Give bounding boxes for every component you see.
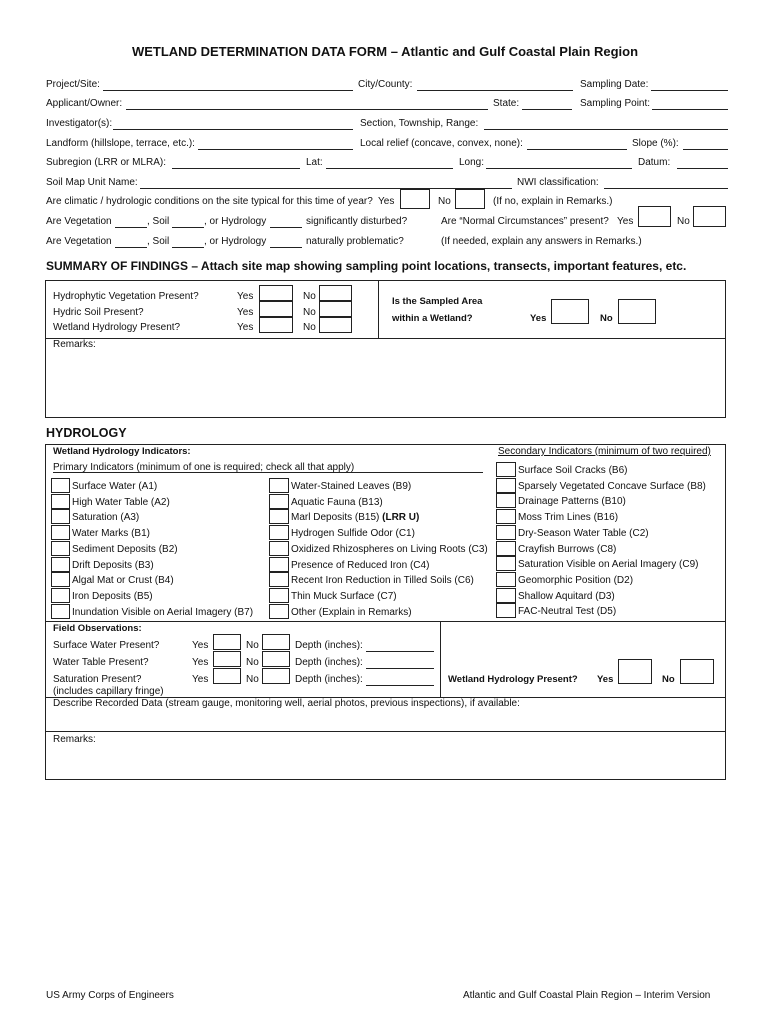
secondary-indicator-label: Saturation Visible on Aerial Imagery (C9) — [518, 559, 699, 571]
hydrophytic-no-checkbox[interactable] — [319, 285, 352, 301]
secondary-indicator-label: Dry-Season Water Table (C2) — [518, 527, 649, 539]
hydric-soil-label: Hydric Soil Present? — [53, 307, 144, 318]
hydrology-remarks-label: Remarks: — [53, 734, 96, 745]
primary-indicator-label: Iron Deposits (B5) — [72, 590, 153, 602]
primary-indicator-checkbox[interactable] — [269, 557, 289, 572]
saturation-no-label: No — [246, 674, 259, 685]
hydric-no-checkbox[interactable] — [319, 301, 352, 317]
state-label: State: — [493, 98, 520, 109]
primary-indicator-checkbox[interactable] — [269, 572, 289, 587]
if-no-note: (If no, explain in Remarks.) — [493, 196, 613, 207]
project-site-field[interactable] — [103, 90, 353, 91]
investigators-field[interactable] — [113, 129, 353, 130]
sampling-date-field[interactable] — [651, 90, 728, 91]
investigators-label: Investigator(s): — [46, 118, 113, 129]
wetland-indicators-title: Wetland Hydrology Indicators: — [53, 446, 191, 457]
wetland-hydrology-present-yes-label: Yes — [597, 674, 614, 685]
surface-water-yes-checkbox[interactable] — [213, 634, 241, 650]
primary-indicator-label: Saturation (A3) — [72, 512, 140, 524]
vegetation-disturbed-label: Are Vegetation — [46, 216, 112, 227]
wetland-hydrology-no-label: No — [303, 322, 316, 333]
primary-indicator-checkbox[interactable] — [269, 588, 289, 603]
naturally-problematic-label: naturally problematic? — [306, 236, 404, 247]
datum-label: Datum: — [638, 157, 671, 168]
secondary-indicator-label: Crayfish Burrows (C8) — [518, 543, 617, 555]
city-county-field[interactable] — [417, 90, 573, 91]
secondary-indicator-checkbox[interactable] — [496, 556, 516, 571]
section-township-range-label: Section, Township, Range: — [360, 118, 479, 129]
saturation-yes-label: Yes — [192, 674, 209, 685]
wetland-hydrology-present-label: Wetland Hydrology Present? — [448, 674, 578, 685]
water-table-depth-label: Depth (inches): — [295, 657, 363, 668]
primary-indicator-label: Algal Mat or Crust (B4) — [72, 575, 174, 587]
surface-water-no-checkbox[interactable] — [262, 634, 290, 650]
climatic-no-label: No — [438, 196, 451, 207]
primary-indicator-label: Hydrogen Sulfide Odor (C1) — [291, 528, 415, 540]
normal-yes-label: Yes — [617, 216, 634, 227]
significantly-disturbed-label: significantly disturbed? — [306, 216, 408, 227]
primary-indicator-label: High Water Table (A2) — [72, 496, 170, 508]
if-needed-note: (If needed, explain any answers in Remarks.) — [441, 236, 642, 247]
soil-problematic-label: , Soil — [147, 236, 170, 247]
hydric-yes-label: Yes — [237, 307, 254, 318]
primary-indicator-label: Aquatic Fauna (B13) — [291, 496, 383, 508]
footer-right: Atlantic and Gulf Coastal Plain Region – Interim Version — [463, 990, 711, 1001]
nwi-classification-label: NWI classification: — [517, 177, 599, 188]
datum-field[interactable] — [677, 168, 728, 169]
sampling-date-label: Sampling Date: — [580, 79, 649, 90]
secondary-indicator-checkbox[interactable] — [496, 462, 516, 477]
primary-indicator-label: Oxidized Rhizospheres on Living Roots (C3) — [291, 543, 488, 555]
hydric-yes-checkbox[interactable] — [259, 301, 293, 317]
hydrology-disturbed-label: , or Hydrology — [204, 216, 267, 227]
section-township-range-field[interactable] — [484, 129, 728, 130]
hydrophytic-yes-label: Yes — [237, 291, 254, 302]
city-county-label: City/County: — [358, 79, 413, 90]
summary-remarks-input[interactable] — [50, 352, 720, 412]
secondary-indicator-label: Surface Soil Cracks (B6) — [518, 465, 628, 476]
primary-indicator-label: Recent Iron Reduction in Tilled Soils (C6) — [291, 575, 474, 587]
primary-indicator-checkbox[interactable] — [51, 572, 70, 587]
secondary-indicator-label: Sparsely Vegetated Concave Surface (B8) — [518, 480, 706, 492]
wetland-hydrology-summary-label: Wetland Hydrology Present? — [53, 322, 181, 333]
local-relief-field[interactable] — [527, 149, 627, 150]
vegetation-problematic-label: Are Vegetation — [46, 236, 112, 247]
climatic-no-checkbox[interactable] — [455, 189, 485, 209]
surface-water-depth-label: Depth (inches): — [295, 640, 363, 651]
wetland-hydrology-no-checkbox[interactable] — [319, 317, 352, 333]
primary-indicator-checkbox[interactable] — [269, 494, 289, 509]
primary-indicator-checkbox[interactable] — [51, 509, 70, 524]
remarks-divider — [45, 731, 726, 732]
subregion-label: Subregion (LRR or MLRA): — [46, 157, 167, 168]
secondary-indicator-label: Moss Trim Lines (B16) — [518, 512, 619, 524]
applicant-owner-label: Applicant/Owner: — [46, 98, 123, 109]
primary-indicator-checkbox[interactable] — [51, 557, 70, 572]
primary-indicator-label: Drift Deposits (B3) — [72, 559, 154, 571]
sampled-area-label-1: Is the Sampled Area — [392, 296, 483, 307]
secondary-indicator-checkbox[interactable] — [496, 541, 516, 556]
vegetation-problematic-field[interactable] — [115, 247, 147, 248]
applicant-owner-field[interactable] — [126, 109, 488, 110]
primary-indicator-label: Water-Stained Leaves (B9) — [291, 481, 412, 492]
primary-indicator-label: Presence of Reduced Iron (C4) — [291, 559, 430, 571]
vegetation-disturbed-field[interactable] — [115, 227, 147, 228]
nwi-classification-field[interactable] — [604, 188, 728, 189]
hydrology-heading: HYDROLOGY — [46, 426, 127, 440]
saturation-no-checkbox[interactable] — [262, 668, 290, 684]
water-table-no-checkbox[interactable] — [262, 651, 290, 667]
hydrophytic-no-label: No — [303, 291, 316, 302]
wetland-hydrology-present-no-label: No — [662, 674, 675, 685]
secondary-indicator-checkbox[interactable] — [496, 478, 516, 493]
soil-disturbed-field[interactable] — [172, 227, 204, 228]
primary-indicator-checkbox[interactable] — [51, 604, 70, 619]
field-obs-divider — [45, 621, 726, 622]
primary-indicators-underline — [53, 472, 483, 473]
saturation-depth-label: Depth (inches): — [295, 674, 363, 685]
secondary-indicator-checkbox[interactable] — [496, 525, 516, 540]
climatic-yes-checkbox[interactable] — [400, 189, 430, 209]
secondary-indicator-checkbox[interactable] — [496, 493, 516, 508]
secondary-indicator-label: Drainage Patterns (B10) — [518, 496, 626, 508]
primary-indicator-label: Marl Deposits (B15) (LRR U) — [291, 512, 420, 524]
hydrology-problematic-label: , or Hydrology — [204, 236, 267, 247]
long-field[interactable] — [486, 168, 632, 169]
climatic-yes-label: Yes — [378, 196, 395, 207]
summary-remarks-label: Remarks: — [53, 339, 96, 350]
sampled-yes-label: Yes — [530, 313, 547, 324]
primary-indicator-label: Surface Water (A1) — [72, 481, 158, 492]
surface-water-yes-label: Yes — [192, 640, 209, 651]
water-table-no-label: No — [246, 657, 259, 668]
capillary-fringe-note: (includes capillary fringe) — [53, 686, 164, 697]
soil-map-unit-label: Soil Map Unit Name: — [46, 177, 138, 188]
primary-indicator-checkbox[interactable] — [51, 494, 70, 509]
primary-indicator-checkbox[interactable] — [269, 541, 289, 556]
sampled-area-label-2: within a Wetland? — [392, 313, 473, 324]
sampling-point-field[interactable] — [652, 109, 728, 110]
water-table-label: Water Table Present? — [53, 657, 149, 668]
normal-circumstances-label: Are “Normal Circumstances” present? — [441, 216, 609, 227]
normal-yes-checkbox[interactable] — [638, 206, 671, 227]
secondary-indicator-label: FAC-Neutral Test (D5) — [518, 606, 617, 618]
soil-disturbed-label: , Soil — [147, 216, 170, 227]
primary-indicator-label: Thin Muck Surface (C7) — [291, 590, 397, 602]
primary-indicator-checkbox[interactable] — [51, 525, 70, 540]
primary-indicator-label: Sediment Deposits (B2) — [72, 543, 178, 555]
wetland-hydrology-present-no-checkbox[interactable] — [680, 659, 714, 684]
secondary-indicators-title: Secondary Indicators (minimum of two required) — [498, 446, 711, 457]
primary-indicator-checkbox[interactable] — [269, 509, 289, 524]
normal-no-checkbox[interactable] — [693, 206, 726, 227]
secondary-indicator-label: Geomorphic Position (D2) — [518, 574, 634, 586]
water-table-yes-label: Yes — [192, 657, 209, 668]
primary-indicator-checkbox[interactable] — [269, 525, 289, 540]
secondary-indicator-checkbox[interactable] — [496, 603, 516, 618]
primary-indicators-title: Primary Indicators (minimum of one is required; check all that apply) — [53, 462, 355, 473]
wetland-hydrology-yes-label: Yes — [237, 322, 254, 333]
primary-indicator-checkbox[interactable] — [51, 541, 70, 556]
secondary-indicator-checkbox[interactable] — [496, 509, 516, 524]
field-obs-vertical-divider — [440, 621, 441, 697]
saturation-depth-field[interactable] — [366, 685, 434, 686]
local-relief-label: Local relief (concave, convex, none): — [360, 138, 523, 149]
sampling-point-label: Sampling Point: — [580, 98, 651, 109]
slope-field[interactable] — [683, 149, 728, 150]
field-observations-title: Field Observations: — [53, 623, 142, 634]
primary-indicator-label: Other (Explain in Remarks) — [291, 606, 412, 618]
summary-divider — [378, 280, 379, 338]
summary-remarks-divider — [45, 338, 726, 339]
secondary-indicator-checkbox[interactable] — [496, 588, 516, 603]
soil-problematic-field[interactable] — [172, 247, 204, 248]
primary-indicator-label: Water Marks (B1) — [72, 528, 150, 540]
sampled-yes-checkbox[interactable] — [551, 299, 589, 324]
state-field[interactable] — [522, 109, 572, 110]
primary-indicator-label: Inundation Visible on Aerial Imagery (B7) — [72, 606, 254, 618]
form-title: WETLAND DETERMINATION DATA FORM – Atlantic and Gulf Coastal Plain Region — [131, 44, 639, 59]
primary-indicator-checkbox[interactable] — [269, 604, 289, 619]
water-table-yes-checkbox[interactable] — [213, 651, 241, 667]
hydric-no-label: No — [303, 307, 316, 318]
hydrology-remarks-input[interactable] — [50, 748, 720, 776]
lat-field[interactable] — [326, 168, 453, 169]
wetland-hydrology-present-yes-checkbox[interactable] — [618, 659, 652, 684]
secondary-indicator-checkbox[interactable] — [496, 572, 516, 587]
hydrophytic-yes-checkbox[interactable] — [259, 285, 293, 301]
saturation-yes-checkbox[interactable] — [213, 668, 241, 684]
sampled-no-label: No — [600, 313, 613, 324]
hydrology-disturbed-field[interactable] — [270, 227, 302, 228]
landform-label: Landform (hillslope, terrace, etc.): — [46, 138, 195, 149]
landform-field[interactable] — [198, 149, 353, 150]
summary-heading: SUMMARY OF FINDINGS – Attach site map showing sampling point locations, transects, important features, etc. — [46, 259, 687, 273]
surface-water-depth-field[interactable] — [366, 651, 434, 652]
primary-indicator-checkbox[interactable] — [51, 588, 70, 603]
sampled-no-checkbox[interactable] — [618, 299, 656, 324]
primary-indicator-checkbox[interactable] — [51, 478, 70, 493]
secondary-indicator-label: Shallow Aquitard (D3) — [518, 590, 615, 602]
project-site-label: Project/Site: — [46, 79, 100, 90]
primary-indicator-checkbox[interactable] — [269, 478, 289, 493]
wetland-hydrology-yes-checkbox[interactable] — [259, 317, 293, 333]
surface-water-label: Surface Water Present? — [53, 640, 160, 651]
describe-recorded-data-label: Describe Recorded Data (stream gauge, monitoring well, aerial photos, previous inspections), if available: — [53, 698, 520, 709]
water-table-depth-field[interactable] — [366, 668, 434, 669]
lat-label: Lat: — [306, 157, 323, 168]
long-label: Long: — [459, 157, 485, 168]
footer-left: US Army Corps of Engineers — [46, 990, 174, 1001]
subregion-field[interactable] — [172, 168, 300, 169]
hydrophytic-label: Hydrophytic Vegetation Present? — [53, 291, 199, 302]
climatic-question: Are climatic / hydrologic conditions on the site typical for this time of year? — [46, 196, 373, 207]
normal-no-label: No — [677, 216, 690, 227]
slope-label: Slope (%): — [632, 138, 679, 149]
lrr-u-tag: (LRR U) — [379, 512, 420, 524]
saturation-label: Saturation Present? — [53, 674, 142, 685]
hydrology-problematic-field[interactable] — [270, 247, 302, 248]
surface-water-no-label: No — [246, 640, 259, 651]
